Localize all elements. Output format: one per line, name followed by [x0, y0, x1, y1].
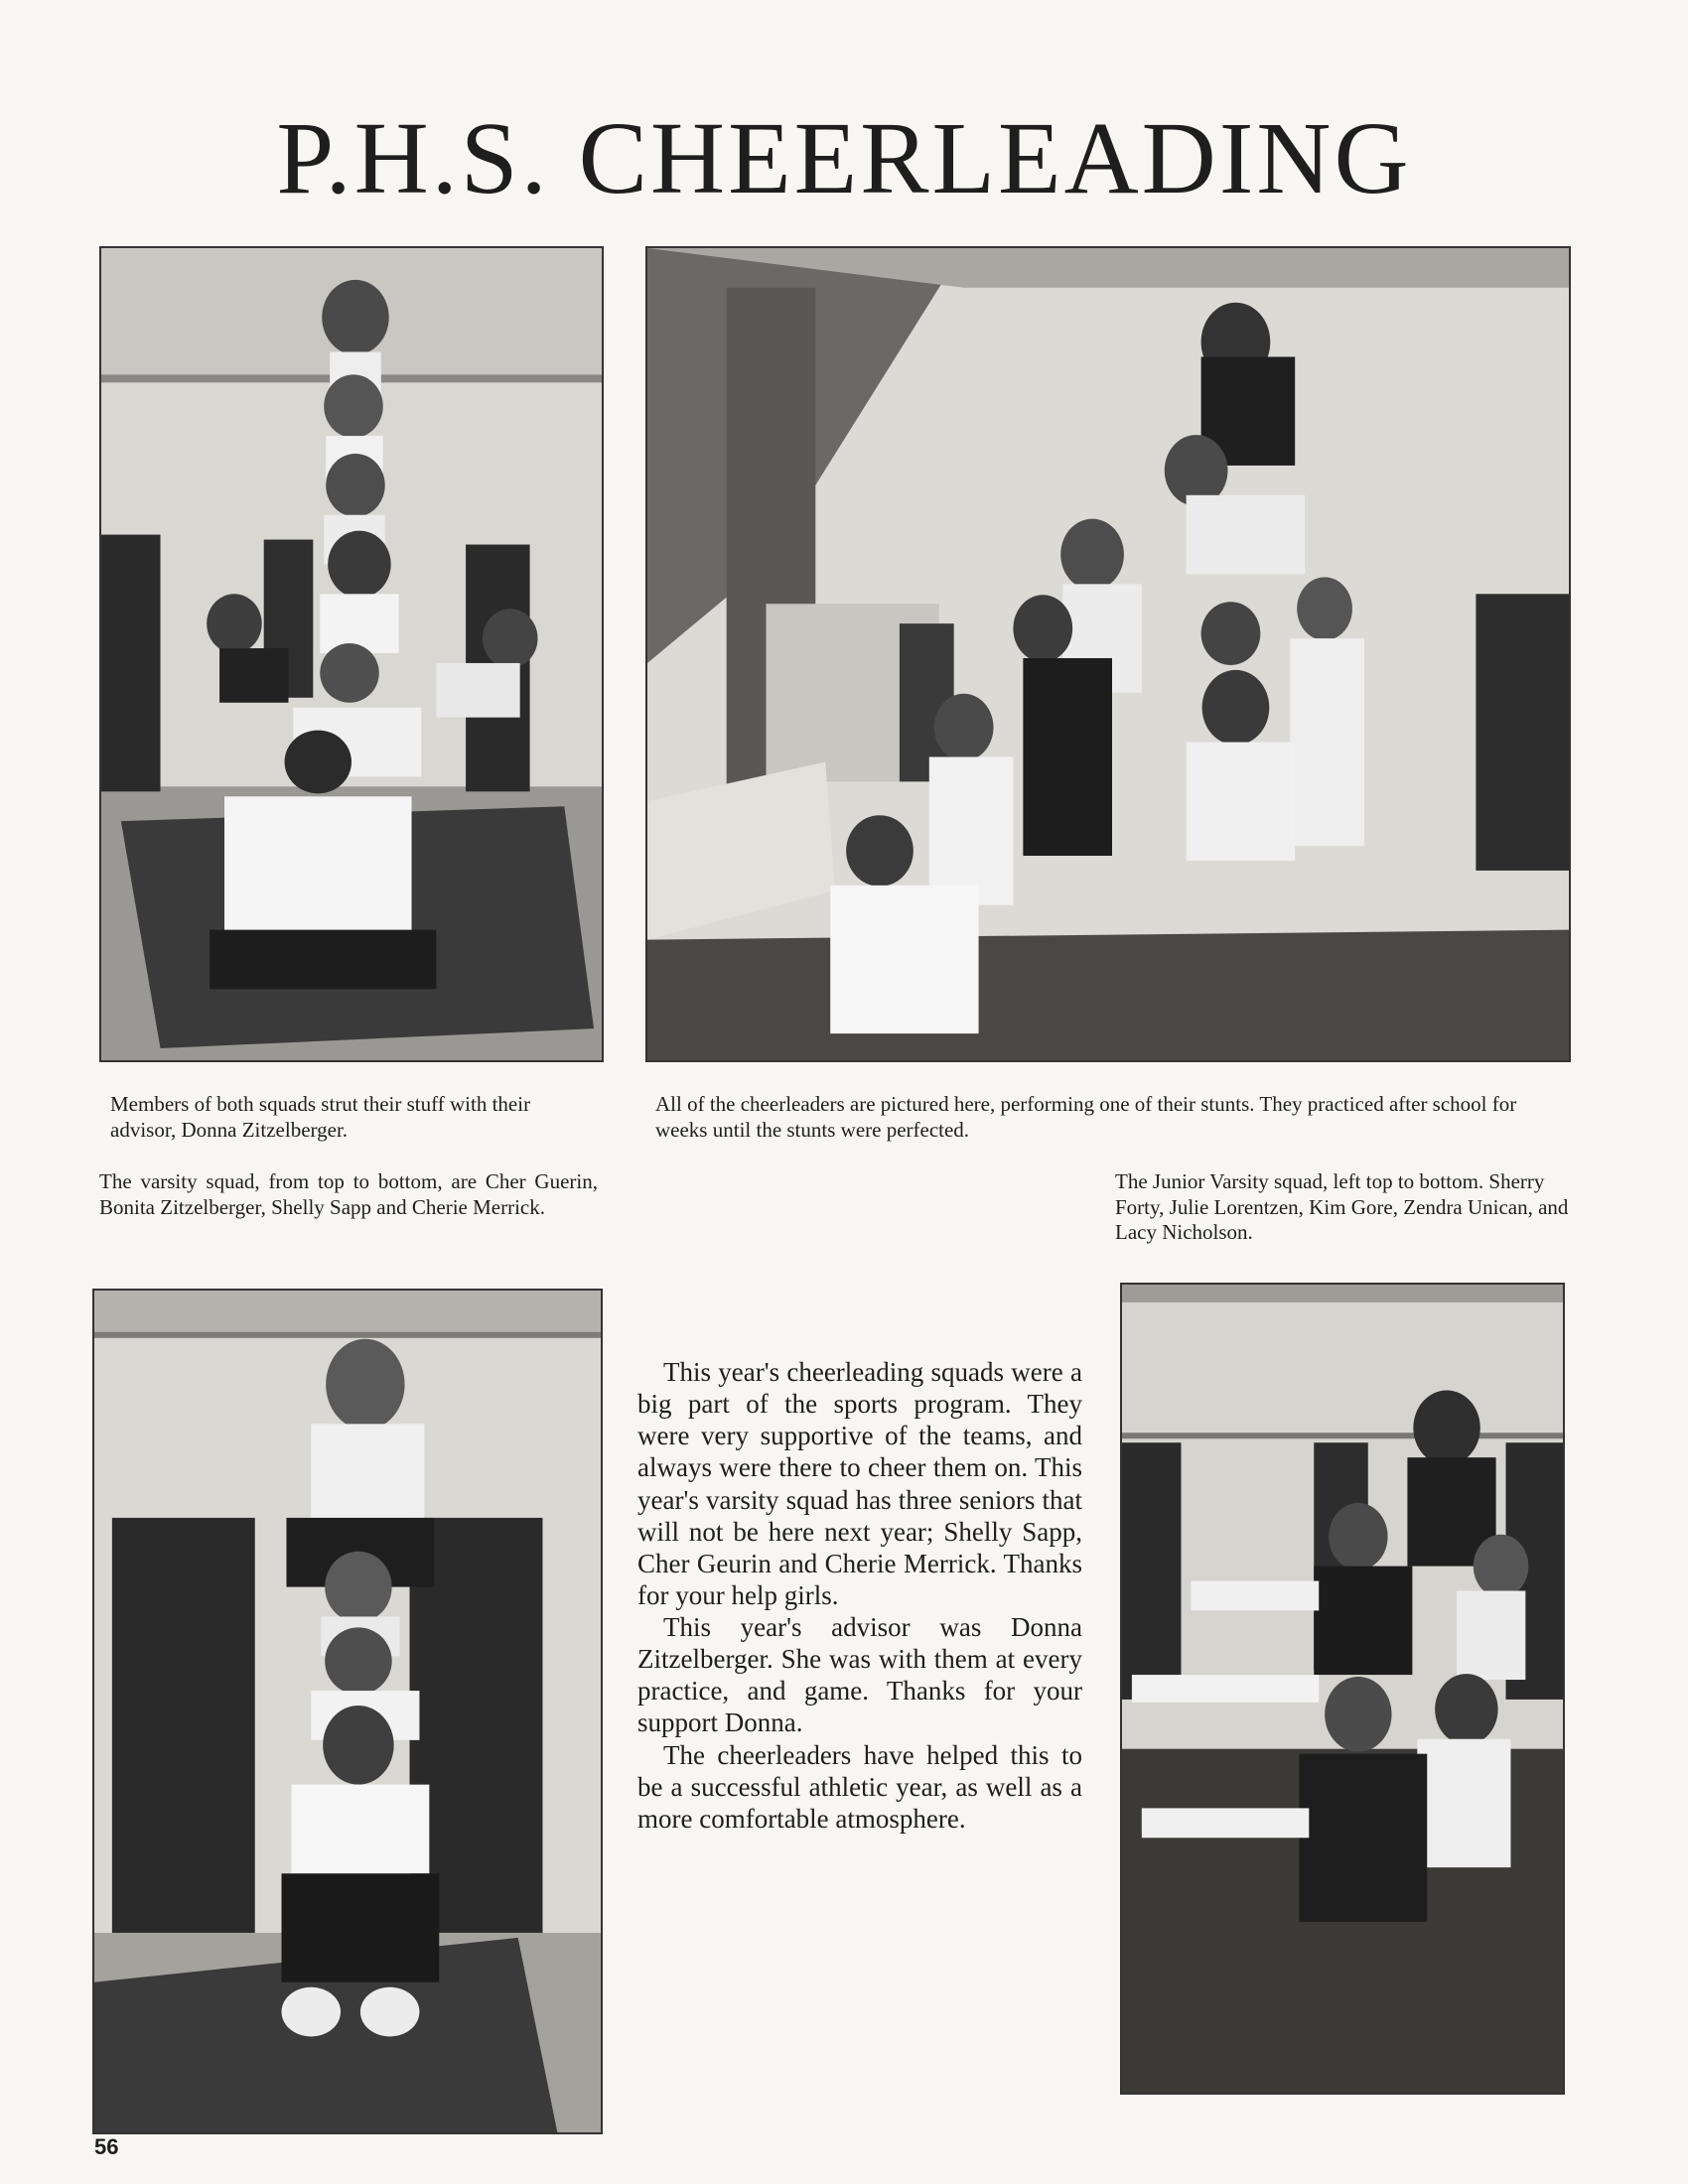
page-number: 56 [94, 2134, 119, 2159]
article-body [637, 1356, 1082, 1835]
photo-all-cheerleaders-stunt [645, 246, 1571, 1062]
photo-junior-varsity-squad [1120, 1283, 1565, 2095]
caption-junior-varsity-squad: The Junior Varsity squad, left top to bottom. Sherry Forty, Julie Lorentzen, Kim Gore, Zendra Unican, and Lacy Nicholson. [1115, 1169, 1569, 1245]
article-paragraph: The cheerleaders have helped this to be a successful athletic year, as well as a more comfortable atmosphere. [637, 1739, 1082, 1834]
photo-squads-with-advisor [99, 246, 604, 1062]
photo-varsity-squad [92, 1289, 603, 2134]
caption-photo-2: All of the cheerleaders are pictured here, performing one of their stunts. They practiced after school for weeks until the stunts were perfected. [655, 1092, 1517, 1142]
article-paragraph: This year's advisor was Donna Zitzelberger. She was with them at every practice, and game. Thanks for your support Donna. [637, 1612, 1082, 1738]
caption-varsity-squad: The varsity squad, from top to bottom, are Cher Guerin, Bonita Zitzelberger, Shelly Sapp and Cherie Merrick. [99, 1169, 598, 1219]
caption-photo-1: Members of both squads strut their stuff with their advisor, Donna Zitzelberger. [110, 1092, 531, 1142]
page-title: P.H.S. CHEERLEADING [276, 101, 1412, 215]
article-paragraph: This year's cheerleading squads were a big part of the sports program. They were very supportive of the teams, and always were there to cheer them on. This year's varsity squad has three seniors that will not be here next year; Shelly Sapp, Cher Geurin and Cherie Merrick. Thanks for your help girls. [637, 1357, 1082, 1610]
